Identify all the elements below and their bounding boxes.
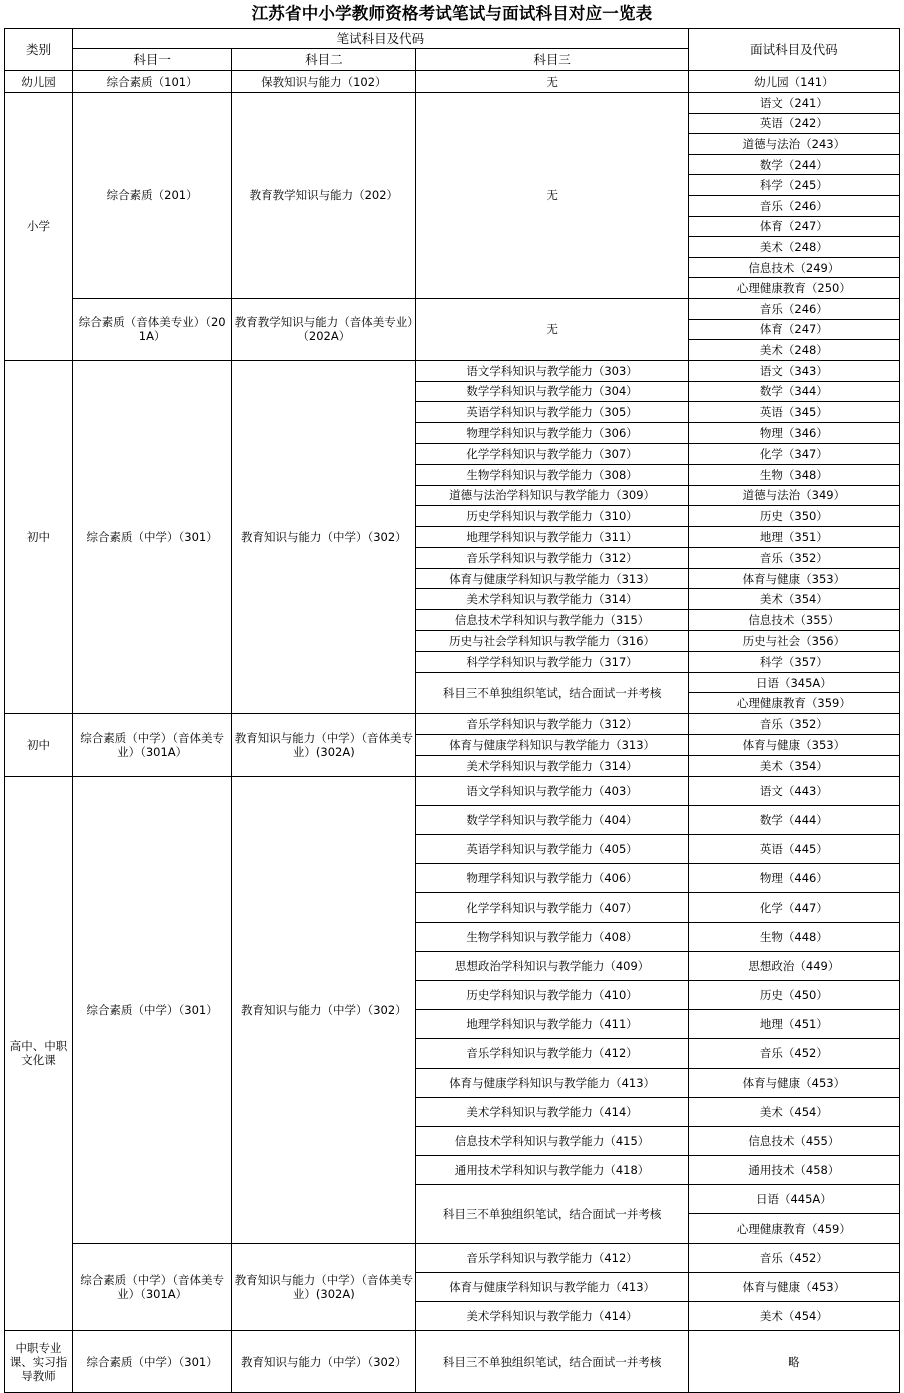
interview-cell: 美术（248） <box>688 340 899 361</box>
table-row <box>5 714 900 735</box>
subject3-cell: 物理学科知识与教学能力（406） <box>416 864 688 893</box>
interview-cell: 地理（451） <box>688 1010 899 1039</box>
table-row <box>5 93 900 114</box>
interview-cell: 体育（247） <box>688 319 899 340</box>
interview-cell: 略 <box>688 1331 899 1393</box>
subject3-cell: 美术学科知识与教学能力（314） <box>416 755 688 776</box>
subject3-cell: 科学学科知识与教学能力（317） <box>416 651 688 672</box>
interview-cell: 地理（351） <box>688 527 899 548</box>
subject3-cell: 历史学科知识与教学能力（410） <box>416 980 688 1009</box>
interview-cell: 物理（346） <box>688 423 899 444</box>
interview-cell: 日语（445A） <box>688 1185 899 1214</box>
interview-cell: 生物（448） <box>688 922 899 951</box>
table-row <box>5 1331 900 1393</box>
subject3-cell: 语文学科知识与教学能力（403） <box>416 776 688 805</box>
subject-correspondence-table <box>4 28 900 1393</box>
interview-cell: 英语（242） <box>688 113 899 134</box>
interview-cell: 语文（241） <box>688 93 899 114</box>
interview-cell: 道德与法治（243） <box>688 134 899 155</box>
subject1-cell: 综合素质（中学）（301） <box>73 1331 232 1393</box>
subject3-cell: 物理学科知识与教学能力（306） <box>416 423 688 444</box>
interview-cell: 语文（343） <box>688 360 899 381</box>
page-title: 江苏省中小学教师资格考试笔试与面试科目对应一览表 <box>251 4 653 23</box>
category-cell: 初中 <box>5 360 73 714</box>
interview-cell: 英语（345） <box>688 402 899 423</box>
subject3-cell: 音乐学科知识与教学能力（412） <box>416 1039 688 1068</box>
header-subject-1: 科目一 <box>73 49 232 71</box>
subject1-cell: 综合素质（中学）（音体美专业）（301A） <box>73 1243 232 1331</box>
interview-cell: 心理健康教育（359） <box>688 693 899 714</box>
subject3-cell: 数学学科知识与教学能力（404） <box>416 805 688 834</box>
interview-cell: 音乐（352） <box>688 714 899 735</box>
subject1-cell: 综合素质（201） <box>73 93 232 299</box>
subject1-cell: 综合素质（音体美专业）（201A） <box>73 298 232 360</box>
interview-cell: 数学（444） <box>688 805 899 834</box>
subject3-cell: 生物学科知识与教学能力（408） <box>416 922 688 951</box>
interview-cell: 化学（347） <box>688 443 899 464</box>
subject3-cell: 无 <box>416 71 688 93</box>
subject1-cell: 综合素质（中学）（301） <box>73 776 232 1243</box>
interview-cell: 体育与健康（453） <box>688 1272 899 1301</box>
interview-cell: 历史（350） <box>688 506 899 527</box>
interview-cell: 音乐（452） <box>688 1243 899 1272</box>
subject3-cell: 体育与健康学科知识与教学能力（313） <box>416 568 688 589</box>
table-row <box>5 776 900 805</box>
subject3-cell: 信息技术学科知识与教学能力（315） <box>416 610 688 631</box>
header-subject-3: 科目三 <box>416 49 688 71</box>
category-cell: 中职专业课、实习指导教师 <box>5 1331 73 1393</box>
interview-cell: 体育与健康（453） <box>688 1068 899 1097</box>
subject2-cell: 教育知识与能力（中学）（302） <box>232 776 416 1243</box>
interview-cell: 历史（450） <box>688 980 899 1009</box>
interview-cell: 美术（354） <box>688 589 899 610</box>
category-cell: 初中 <box>5 714 73 776</box>
interview-cell: 体育（247） <box>688 216 899 237</box>
interview-cell: 心理健康教育（250） <box>688 278 899 299</box>
category-cell: 小学 <box>5 93 73 361</box>
interview-cell: 幼儿园（141） <box>688 71 899 93</box>
subject2-cell: 教育教学知识与能力（202） <box>232 93 416 299</box>
subject3-cell: 化学学科知识与教学能力（407） <box>416 893 688 922</box>
category-cell: 高中、中职文化课 <box>5 776 73 1331</box>
interview-cell: 科学（245） <box>688 175 899 196</box>
subject3-cell: 道德与法治学科知识与教学能力（309） <box>416 485 688 506</box>
interview-cell: 数学（244） <box>688 154 899 175</box>
interview-cell: 美术（454） <box>688 1097 899 1126</box>
subject3-cell: 音乐学科知识与教学能力（312） <box>416 547 688 568</box>
subject3-cell: 信息技术学科知识与教学能力（415） <box>416 1126 688 1155</box>
header-interview-group: 面试科目及代码 <box>688 29 899 71</box>
subject3-cell: 通用技术学科知识与教学能力（418） <box>416 1156 688 1185</box>
subject3-cell: 美术学科知识与教学能力（414） <box>416 1097 688 1126</box>
subject3-cell: 科目三不单独组织笔试，结合面试一并考核 <box>416 1331 688 1393</box>
interview-cell: 化学（447） <box>688 893 899 922</box>
interview-cell: 音乐（246） <box>688 298 899 319</box>
interview-cell: 体育与健康（353） <box>688 735 899 756</box>
subject3-cell: 体育与健康学科知识与教学能力（413） <box>416 1068 688 1097</box>
subject3-cell: 化学学科知识与教学能力（307） <box>416 443 688 464</box>
interview-cell: 英语（445） <box>688 835 899 864</box>
interview-cell: 音乐（452） <box>688 1039 899 1068</box>
subject1-cell: 综合素质（中学）（301） <box>73 360 232 714</box>
subject3-cell: 科目三不单独组织笔试，结合面试一并考核 <box>416 672 688 714</box>
subject2-cell: 保教知识与能力（102） <box>232 71 416 93</box>
interview-cell: 心理健康教育（459） <box>688 1214 899 1243</box>
subject3-cell: 美术学科知识与教学能力（414） <box>416 1302 688 1331</box>
interview-cell: 美术（248） <box>688 237 899 258</box>
header-subject-2: 科目二 <box>232 49 416 71</box>
subject3-cell: 生物学科知识与教学能力（308） <box>416 464 688 485</box>
subject3-cell: 美术学科知识与教学能力（314） <box>416 589 688 610</box>
subject1-cell: 综合素质（中学）（音体美专业）（301A） <box>73 714 232 776</box>
subject3-cell: 语文学科知识与教学能力（303） <box>416 360 688 381</box>
table-row <box>5 298 900 319</box>
interview-cell: 日语（345A） <box>688 672 899 693</box>
subject3-cell: 历史学科知识与教学能力（310） <box>416 506 688 527</box>
interview-cell: 生物（348） <box>688 464 899 485</box>
interview-cell: 数学（344） <box>688 381 899 402</box>
table-header-row-1 <box>5 29 900 49</box>
category-cell: 幼儿园 <box>5 71 73 93</box>
header-written-group: 笔试科目及代码 <box>73 29 689 49</box>
subject3-cell: 音乐学科知识与教学能力（312） <box>416 714 688 735</box>
interview-cell: 信息技术（455） <box>688 1126 899 1155</box>
interview-cell: 道德与法治（349） <box>688 485 899 506</box>
interview-cell: 历史与社会（356） <box>688 631 899 652</box>
interview-cell: 信息技术（355） <box>688 610 899 631</box>
table-row <box>5 1243 900 1272</box>
subject2-cell: 教育知识与能力（中学）（302） <box>232 1331 416 1393</box>
subject2-cell: 教育教学知识与能力（音体美专业）（202A） <box>232 298 416 360</box>
interview-cell: 美术（354） <box>688 755 899 776</box>
interview-cell: 通用技术（458） <box>688 1156 899 1185</box>
interview-cell: 物理（446） <box>688 864 899 893</box>
interview-cell: 思想政治（449） <box>688 951 899 980</box>
subject3-cell: 历史与社会学科知识与教学能力（316） <box>416 631 688 652</box>
subject1-cell: 综合素质（101） <box>73 71 232 93</box>
table-row <box>5 71 900 93</box>
subject3-cell: 英语学科知识与教学能力（305） <box>416 402 688 423</box>
table-row <box>5 360 900 381</box>
subject3-cell: 无 <box>416 298 688 360</box>
header-category: 类别 <box>5 29 73 71</box>
interview-cell: 语文（443） <box>688 776 899 805</box>
interview-cell: 音乐（352） <box>688 547 899 568</box>
interview-cell: 科学（357） <box>688 651 899 672</box>
subject3-cell: 英语学科知识与教学能力（405） <box>416 835 688 864</box>
subject3-cell: 地理学科知识与教学能力（311） <box>416 527 688 548</box>
subject3-cell: 思想政治学科知识与教学能力（409） <box>416 951 688 980</box>
interview-cell: 信息技术（249） <box>688 257 899 278</box>
subject2-cell: 教育知识与能力（中学）（302） <box>232 360 416 714</box>
subject3-cell: 音乐学科知识与教学能力（412） <box>416 1243 688 1272</box>
subject2-cell: 教育知识与能力（中学）（音体美专业）(302A) <box>232 714 416 776</box>
subject3-cell: 体育与健康学科知识与教学能力（413） <box>416 1272 688 1301</box>
subject3-cell: 体育与健康学科知识与教学能力（313） <box>416 735 688 756</box>
subject3-cell: 无 <box>416 93 688 299</box>
interview-cell: 美术（454） <box>688 1302 899 1331</box>
interview-cell: 音乐（246） <box>688 195 899 216</box>
subject3-cell: 地理学科知识与教学能力（411） <box>416 1010 688 1039</box>
subject3-cell: 数学学科知识与教学能力（304） <box>416 381 688 402</box>
subject3-cell: 科目三不单独组织笔试，结合面试一并考核 <box>416 1185 688 1243</box>
subject2-cell: 教育知识与能力（中学）（音体美专业）(302A) <box>232 1243 416 1331</box>
interview-cell: 体育与健康（353） <box>688 568 899 589</box>
